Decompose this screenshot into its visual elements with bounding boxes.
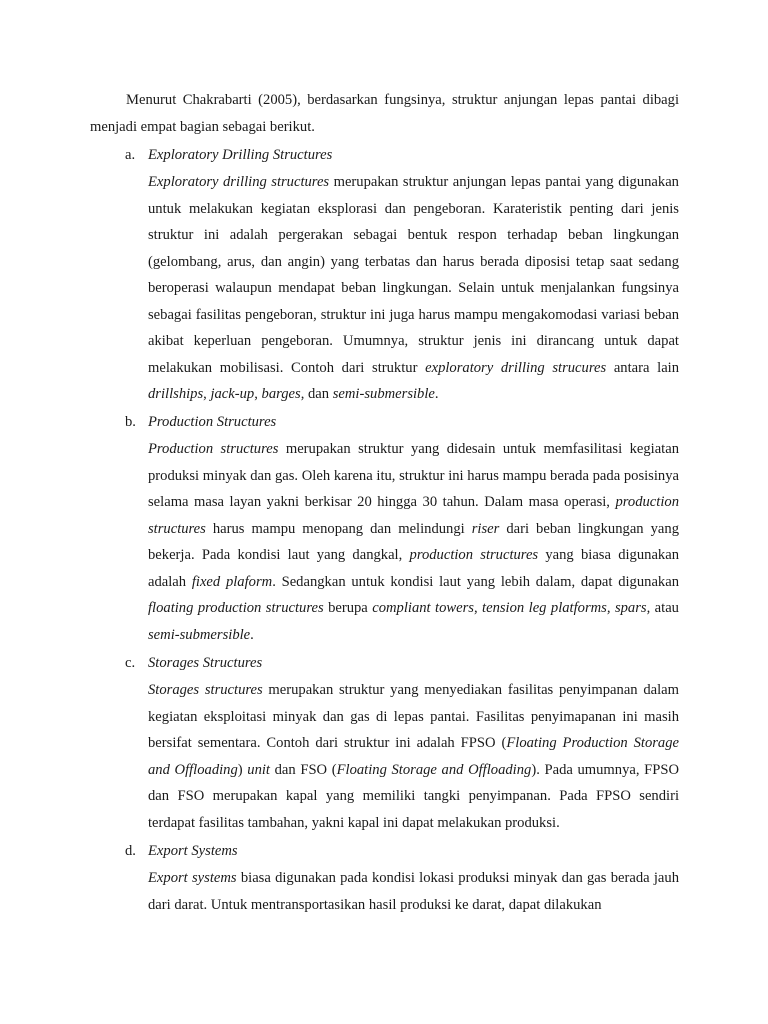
item-b-title: Production Structures: [148, 414, 277, 430]
italic-term: Export systems: [148, 870, 237, 886]
item-d-body: Export systems biasa digunakan pada kondisi lokasi produksi minyak dan gas berada jauh dari darat. Untuk mentransportasikan hasil produksi ke darat, dapat dilakukan: [148, 870, 679, 913]
italic-term: Floating Production Storage and Offloading: [148, 735, 680, 778]
italic-term: drillships: [148, 386, 204, 402]
italic-term: fixed plaform: [191, 573, 273, 590]
italic-term: production structures: [409, 547, 539, 563]
item-c-body: Storages structures merupakan struktur yang menyediakan fasilitas penyimpanan dalam kegiatan eksploitasi minyak dan gas di lepas pantai. Fasilitas penyimapanan ini masih bersifat sementara. Contoh dari struktur ini adalah FPSO (Floating Production Storage and Offloading) unit dan FSO (Floating Storage and Offloading). Pada umumnya, FPSO dan FSO merupakan kapal yang memiliki tangki penyimpanan. Pada FPSO sendiri terdapat fasilitas tambahan, yakni kapal ini dapat melakukan produksi.: [148, 682, 680, 831]
italic-term: unit: [247, 761, 270, 778]
italic-term: Floating Storage and Offloading: [336, 761, 532, 778]
item-d-title: Export Systems: [148, 843, 238, 859]
item-b-marker: b.: [125, 414, 136, 430]
italic-term: jack-up: [210, 386, 255, 402]
item-d-heading: [125, 838, 238, 865]
italic-term: production structures: [148, 494, 679, 537]
intro-paragraph: Menurut Chakrabarti (2005), berdasarkan fungsinya, struktur anjungan lepas pantai dibagi menjadi empat bagian sebagai berikut.: [90, 92, 679, 135]
item-a-title: Exploratory Drilling Structures: [148, 147, 333, 163]
italic-term: compliant towers: [372, 600, 474, 616]
italic-term: semi-submersible: [332, 386, 435, 402]
item-c-heading: [125, 650, 262, 677]
item-d-marker: d.: [125, 843, 136, 859]
italic-term: Storages structures: [148, 682, 263, 698]
italic-term: riser: [471, 520, 500, 537]
italic-term: Exploratory drilling structures: [148, 174, 330, 190]
italic-term: semi-submersible: [148, 626, 251, 643]
item-c-marker: c.: [125, 655, 136, 671]
item-a-body: Exploratory drilling structures merupakan struktur anjungan lepas pantai yang digunakan untuk melakukan kegiatan eksplorasi dan pengeboran. Karateristik penting dari jenis struktur ini adalah pergerakan sebagai bentuk respon terhadap beban lingkungan (gelombang, arus, dan angin) yang terbatas dan harus berada diposisi tetap saat sedang beroperasi walaupun mendapat beban lingkungan. Selain untuk menjalankan fungsinya sebagai fasilitas pengeboran, struktur ini juga harus mampu mengakomodasi variasi beban akibat keperluan pengeboran. Umumnya, struktur jenis ini dirancang untuk dapat melakukan mobilisasi. Contoh dari struktur exploratory drilling strucures antara lain drillships, jack-up, barges, dan semi-submersible.: [148, 174, 680, 402]
italic-term: floating production structures: [148, 600, 324, 616]
italic-term: barges: [261, 386, 301, 402]
italic-term: Production structures: [148, 441, 279, 457]
item-b-heading: [125, 409, 276, 436]
item-b-body: Production structures merupakan struktur yang didesain untuk memfasilitasi kegiatan produksi minyak dan gas. Oleh karena itu, struktur ini harus mampu berada pada posisinya selama masa layan yakni berkisar 20 hingga 30 tahun. Dalam masa operasi, production structures harus mampu menopang dan melindungi riser dari beban lingkungan yang bekerja. Pada kondisi laut yang dangkal, production structures yang biasa digunakan adalah fixed plaform. Sedangkan untuk kondisi laut yang lebih dalam, dapat digunakan floating production structures berupa compliant towers, tension leg platforms, spars, atau semi-submersible.: [148, 441, 680, 643]
item-a-marker: a.: [125, 147, 136, 163]
item-c-title: Storages Structures: [148, 655, 263, 671]
italic-term: exploratory drilling strucures: [425, 359, 607, 376]
item-a-heading: [125, 142, 332, 169]
italic-term: tension leg platforms, spars,: [482, 600, 651, 616]
